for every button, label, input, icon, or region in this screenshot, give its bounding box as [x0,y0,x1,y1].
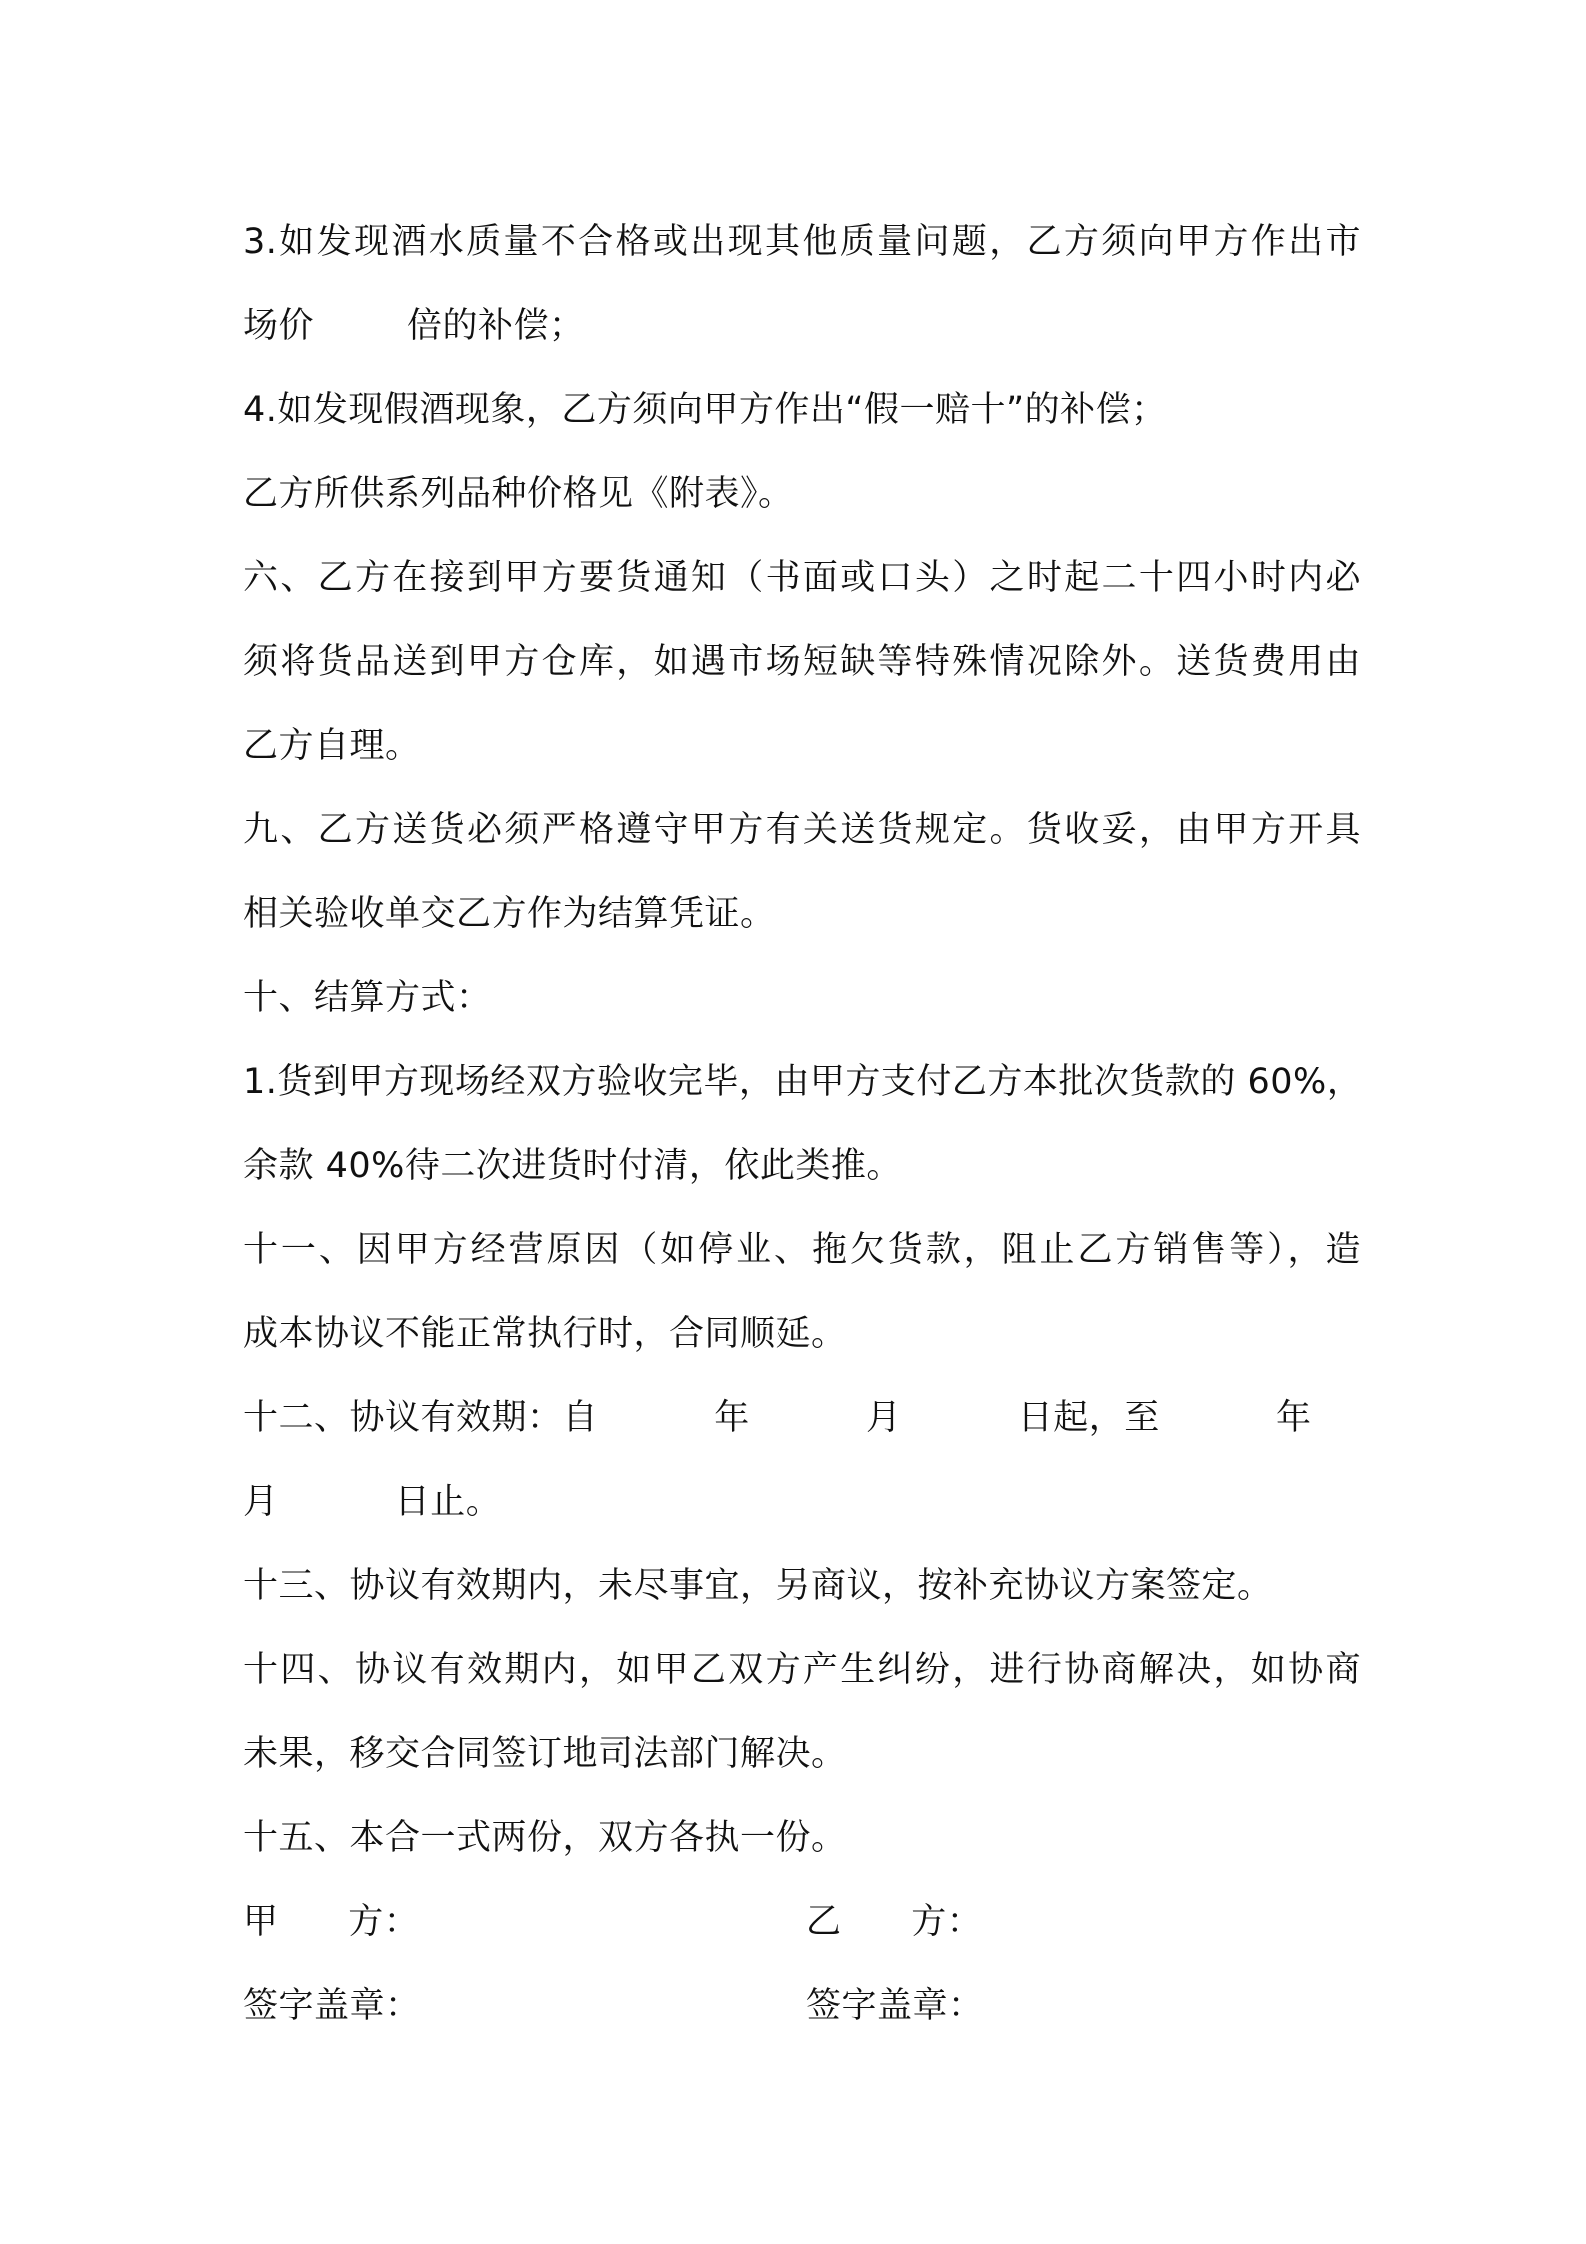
clause-twelve-line-2: 月 日止。 [243,1482,502,1522]
clause-fifteen: 十五、本合一式两份，双方各执一份。 [243,1818,847,1858]
clause-ten-heading: 十、结算方式： [243,978,492,1018]
clause-ten-1-line-1: 1.货到甲方现场经双方验收完毕，由甲方支付乙方本批次货款的 60%， [243,1062,1363,1102]
clause-nine-line-1: 九、乙方送货必须严格遵守甲方有关送货规定。货收妥，由甲方开具 [243,810,1361,850]
clause-4: 4.如发现假酒现象，乙方须向甲方作出“假一赔十”的补偿； [243,390,1167,430]
clause-eleven-line-1: 十一、因甲方经营原因（如停业、拖欠货款，阻止乙方销售等），造 [243,1230,1361,1270]
price-list-note: 乙方所供系列品种价格见《附表》。 [243,474,794,514]
party-b-label: 乙 方： [806,1902,983,1942]
party-a-label: 甲 方： [243,1902,420,1942]
clause-twelve-line-1: 十二、协议有效期：自 年 月 日起，至 年 [243,1398,1312,1438]
clause-six-line-2: 须将货品送到甲方仓库，如遇市场短缺等特殊情况除外。送货费用由 [243,642,1361,682]
clause-3-line-1: 3.如发现酒水质量不合格或出现其他质量问题，乙方须向甲方作出市 [243,222,1361,262]
clause-six-line-1: 六、乙方在接到甲方要货通知（书面或口头）之时起二十四小时内必 [243,558,1361,598]
clause-3-line-2: 场价 倍的补偿； [243,306,585,346]
clause-fourteen-line-2: 未果，移交合同签订地司法部门解决。 [243,1734,847,1774]
party-a-seal-label: 签字盖章： [243,1986,421,2026]
contract-body [243,200,1363,2048]
party-b-seal-label: 签字盖章： [806,1986,984,2026]
clause-six-line-3: 乙方自理。 [243,726,421,766]
signature-seal-row [243,1964,1363,2048]
clause-ten-1-line-2: 余款 40%待二次进货时付清，依此类推。 [243,1146,902,1186]
clause-fourteen-line-1: 十四、协议有效期内，如甲乙双方产生纠纷，进行协商解决，如协商 [243,1650,1361,1690]
clause-nine-line-2: 相关验收单交乙方作为结算凭证。 [243,894,776,934]
signature-party-row [243,1880,1363,1964]
clause-thirteen: 十三、协议有效期内，未尽事宜，另商议，按补充协议方案签定。 [243,1566,1273,1606]
clause-eleven-line-2: 成本协议不能正常执行时，合同顺延。 [243,1314,847,1354]
